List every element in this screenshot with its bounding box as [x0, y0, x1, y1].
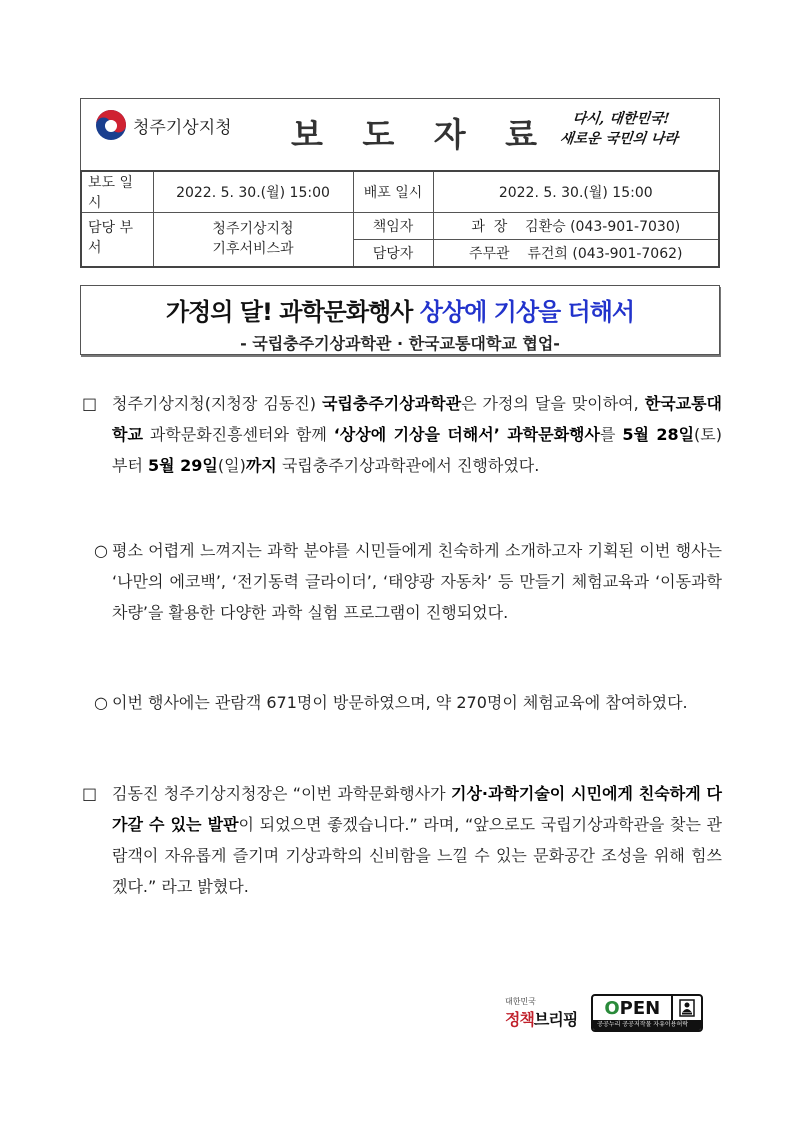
briefing-logo-caption: 대한민국 — [505, 997, 536, 1006]
press-release-header — [80, 98, 720, 170]
bold-run: ‘상상에 기상을 더해서’ 과학문화행사 — [333, 425, 600, 444]
distribution-date-value: 2022. 5. 30.(월) 15:00 — [433, 171, 719, 213]
bold-run: 까지 — [245, 456, 277, 475]
open-rest-letters: PEN — [619, 997, 661, 1019]
manager-label: 책임자 — [353, 213, 433, 240]
circle-bullet-icon: ○ — [94, 693, 108, 712]
paragraph-text — [112, 388, 722, 481]
paragraph-text: 평소 어렵게 느껴지는 과학 분야를 시민들에게 친숙하게 소개하고자 기획된 이번 행사는 ‘나만의 에코백’, ‘전기동력 글라이더’, ‘태양광 자동차’ 등 만들기 체험교육과 ‘이동과학차량’을 활용한 다양한 과학 실험 프로그램이 진행되었다. — [112, 541, 722, 622]
document-type-title: 보 도 자 료 — [291, 115, 551, 154]
attribution-person-icon — [673, 996, 701, 1020]
bold-run: 기상·과학기술이 시민에게 친숙하게 다가갈 수 있는 발판 — [112, 784, 722, 834]
body-paragraph-3 — [82, 687, 722, 718]
text-run: (일) — [217, 456, 246, 475]
distribution-date-label: 배포 일시 — [353, 171, 433, 213]
circle-bullet-icon: ○ — [94, 541, 108, 560]
department-line-1: 청주기상지청 — [212, 221, 294, 238]
kogl-open-license-badge — [591, 994, 703, 1032]
footer-logos — [505, 994, 703, 1032]
release-info-table — [80, 170, 720, 268]
text-run: 김동진 청주기상지청장은 “이번 과학문화행사가 — [112, 784, 451, 803]
open-wordmark — [593, 996, 673, 1020]
body-paragraph-1 — [82, 388, 722, 481]
briefing-logo-black-text: 브리핑 — [533, 1010, 578, 1029]
release-date-label: 보도 일시 — [81, 171, 153, 213]
text-run: 이 되었으면 좋겠습니다.” 라며, “앞으로도 국립기상과학관을 찾는 관람객이 자유롭게 즐기며 기상과학의 신비함을 느낄 수 있는 문화공간 조성을 위해 힘쓰겠다.” 라고 밝혔다. — [112, 815, 722, 896]
contact-value: 주무관 류건희 (043-901-7062) — [433, 240, 719, 267]
taegeuk-emblem-icon — [95, 109, 127, 141]
briefing-logo-red-text: 정책 — [505, 1010, 534, 1029]
body-paragraph-4 — [82, 778, 722, 902]
paragraph-text — [112, 778, 722, 902]
agency-logo — [95, 109, 232, 141]
bold-run: 5월 29일 — [148, 456, 218, 475]
text-run: 청주기상지청(지청장 김동진) — [112, 394, 322, 413]
headline-box — [80, 285, 720, 355]
bold-run: 한국교통대학교 — [112, 394, 722, 444]
manager-value: 과 장 김환승 (043-901-7030) — [433, 213, 719, 240]
agency-name: 청주기상지청 — [133, 117, 232, 138]
open-license-caption: 공공누리 공공저작물 자유이용허락 — [593, 1020, 701, 1030]
release-date-value: 2022. 5. 30.(월) 15:00 — [153, 171, 353, 213]
text-run: (토)부터 — [112, 425, 722, 475]
policy-briefing-logo — [505, 996, 577, 1030]
paragraph-text: 이번 행사에는 관람객 671명이 방문하였으며, 약 270명이 체험교육에 참여하였다. — [112, 693, 688, 712]
bold-run: 5월 28일 — [622, 425, 695, 444]
department-value — [153, 213, 353, 267]
department-line-2: 기후서비스과 — [212, 241, 294, 258]
contact-label: 담당자 — [353, 240, 433, 267]
text-run: 를 — [599, 425, 623, 444]
bold-run: 국립충주기상과학관 — [321, 394, 462, 413]
briefing-logo-text — [505, 1010, 577, 1029]
headline-title — [81, 292, 719, 327]
department-label: 담당 부서 — [81, 213, 153, 267]
headline-title-highlight: 상상에 기상을 더해서 — [419, 298, 635, 326]
square-bullet-icon: □ — [82, 394, 98, 413]
text-run: 은 가정의 달을 맞이하여, — [461, 394, 645, 413]
headline-subtitle: - 국립충주기상과학관 · 한국교통대학교 협업- — [240, 334, 560, 353]
slogan-line-1: 다시, 대한민국! — [571, 111, 671, 127]
headline-title-main: 가정의 달! 과학문화행사 — [165, 298, 420, 326]
text-run: 국립충주기상과학관에서 진행하였다. — [276, 456, 540, 475]
body-paragraph-2 — [82, 535, 722, 628]
government-slogan — [543, 109, 697, 149]
slogan-line-2: 새로운 국민의 나라 — [559, 131, 679, 147]
square-bullet-icon: □ — [82, 784, 98, 803]
open-o-letter: O — [604, 997, 620, 1019]
text-run: 과학문화진흥센터와 함께 — [142, 425, 334, 444]
